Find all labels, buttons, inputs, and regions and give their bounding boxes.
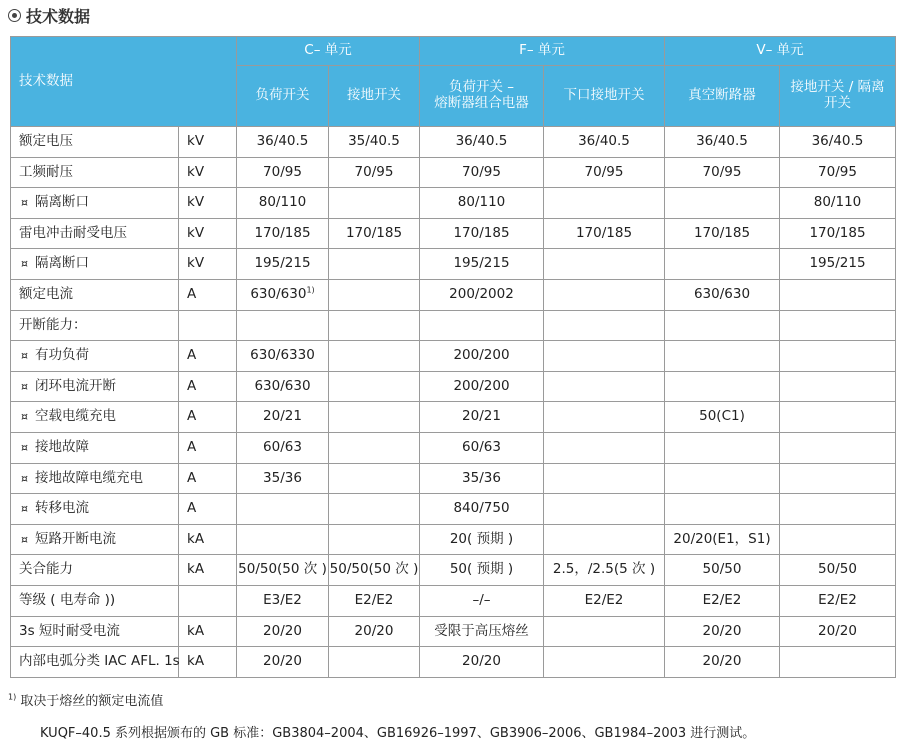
table-cell: [665, 127, 780, 158]
row-label-text: 隔离断口: [35, 194, 89, 211]
column-header-text: 负荷开关 –: [448, 79, 515, 96]
table-cell: [420, 616, 544, 647]
table-row: [11, 432, 896, 463]
column-header-text: 接地开关 / 隔离: [790, 79, 885, 96]
row-unit: [179, 310, 237, 341]
cell-value: 36/40.5: [811, 133, 864, 150]
circle-bullet-icon: [8, 9, 21, 22]
cell-value: 50/50: [702, 561, 742, 578]
table-cell: [544, 555, 665, 586]
cell-value: 20/20: [818, 622, 857, 639]
row-label-text: 开断能力：: [19, 316, 87, 333]
table-cell: [780, 494, 896, 525]
sub-item-bullet-icon: ¤: [21, 440, 28, 454]
table-cell: [780, 249, 896, 280]
table-cell: [420, 127, 544, 158]
cell-value: 50/50(50 次 ): [238, 561, 327, 578]
row-label: [11, 616, 179, 647]
table-cell: [237, 157, 329, 188]
cell-value: 195/215: [453, 255, 510, 272]
table-cell: [544, 647, 665, 678]
row-label: [11, 647, 179, 678]
table-cell: [237, 341, 329, 372]
table-cell: [544, 524, 665, 555]
table-cell: [665, 341, 780, 372]
cell-value: 20/20: [354, 622, 394, 639]
row-unit: A: [179, 494, 237, 525]
row-unit: A: [179, 463, 237, 494]
section-title-text: 技术数据: [26, 6, 91, 26]
table-cell: [420, 279, 544, 310]
cell-value: 200/200: [453, 347, 510, 364]
row-label: [11, 341, 179, 372]
table-cell: [780, 310, 896, 341]
table-cell: [420, 463, 544, 494]
table-cell: [420, 585, 544, 616]
table-cell: [329, 616, 420, 647]
row-unit: A: [179, 432, 237, 463]
cell-value: 50(C1): [699, 408, 745, 425]
table-cell: [237, 279, 329, 310]
row-label: [11, 402, 179, 433]
table-cell: [329, 585, 420, 616]
table-cell: [544, 127, 665, 158]
section-title: [8, 4, 90, 26]
row-label-text: 额定电压: [19, 133, 73, 150]
table-cell: [665, 310, 780, 341]
row-label-text: 隔离断口: [35, 255, 89, 272]
table-cell: [420, 432, 544, 463]
table-cell: [237, 432, 329, 463]
table-row: [11, 585, 896, 616]
col-lower-earthing-switch: [544, 66, 665, 127]
cell-value: 630/630: [250, 286, 307, 302]
table-row: [11, 310, 896, 341]
table-cell: [544, 157, 665, 188]
row-label: [11, 188, 179, 219]
row-unit: kV: [179, 127, 237, 158]
group-c-unit: C– 单元: [237, 37, 420, 66]
row-label: [11, 555, 179, 586]
table-row: [11, 188, 896, 219]
row-label-text: 转移电流: [35, 500, 89, 517]
cell-value: 170/185: [345, 224, 403, 241]
row-label: [11, 279, 179, 310]
cell-value: 170/185: [575, 224, 633, 241]
sub-item-bullet-icon: ¤: [21, 502, 28, 516]
row-label: [11, 249, 179, 280]
footnote-text: 取决于熔丝的额定电流值: [20, 694, 164, 709]
cell-value: 20/20: [263, 653, 302, 670]
row-unit: kA: [179, 555, 237, 586]
table-body: [11, 127, 896, 678]
column-header-text: 下口接地开关: [563, 87, 645, 104]
sub-item-bullet-icon: ¤: [21, 410, 28, 424]
table-cell: [237, 402, 329, 433]
table-cell: [329, 463, 420, 494]
row-label-text: 工频耐压: [19, 163, 73, 180]
table-cell: [665, 647, 780, 678]
table-cell: [780, 585, 896, 616]
table-cell: [780, 402, 896, 433]
group-f-unit: F– 单元: [420, 37, 665, 66]
table-cell: [544, 494, 665, 525]
row-unit: kV: [179, 188, 237, 219]
cell-value: 20/21: [263, 408, 302, 425]
table-cell: [329, 279, 420, 310]
cell-value: 170/185: [693, 224, 751, 241]
table-cell: [237, 463, 329, 494]
table-cell: [420, 188, 544, 219]
table-cell: [329, 157, 420, 188]
table-cell: [329, 341, 420, 372]
cell-value: 70/95: [818, 163, 857, 180]
table-cell: [237, 249, 329, 280]
table-cell: [665, 524, 780, 555]
cell-value: 20/20: [702, 653, 742, 670]
row-unit: A: [179, 341, 237, 372]
cell-value: 200/200: [453, 377, 510, 394]
sub-item-bullet-icon: ¤: [21, 257, 28, 271]
table-cell: [665, 432, 780, 463]
cell-value: 50/50: [818, 561, 857, 578]
table-cell: [329, 127, 420, 158]
row-label-text: 有功负荷: [35, 347, 89, 364]
footnote-ref-mark: 1): [306, 285, 315, 295]
table-cell: [420, 371, 544, 402]
col-vacuum-breaker: [665, 66, 780, 127]
row-unit: A: [179, 402, 237, 433]
table-cell: [780, 127, 896, 158]
row-label: [11, 524, 179, 555]
column-header-text: 真空断路器: [688, 87, 756, 104]
row-label-text: 关合能力: [19, 561, 73, 578]
row-label-text: 内部电弧分类 IAC AFL. 1s: [19, 653, 180, 670]
header-row-label: 技术数据: [11, 37, 237, 127]
table-cell: [420, 402, 544, 433]
table-cell: [237, 524, 329, 555]
row-label: [11, 310, 179, 341]
sub-item-bullet-icon: ¤: [21, 379, 28, 393]
table-cell: [329, 647, 420, 678]
table-cell: [329, 310, 420, 341]
row-unit: [179, 585, 237, 616]
row-label: [11, 371, 179, 402]
row-label: [11, 432, 179, 463]
row-label-text: 额定电流: [19, 286, 73, 302]
table-cell: [329, 524, 420, 555]
row-label-text: 接地故障电缆充电: [35, 469, 143, 486]
column-header-text: 接地开关: [347, 87, 401, 104]
cell-value: 80/110: [457, 194, 506, 211]
cell-value: 200/2002: [449, 286, 514, 302]
table-row: [11, 127, 896, 158]
table-cell: [544, 341, 665, 372]
table-cell: [780, 341, 896, 372]
cell-value: 195/215: [809, 255, 866, 272]
table-cell: [237, 188, 329, 219]
row-unit: kV: [179, 249, 237, 280]
table-cell: [544, 279, 665, 310]
cell-value: 35/36: [462, 469, 501, 486]
table-cell: [237, 127, 329, 158]
table-row: [11, 463, 896, 494]
cell-value: 60/63: [462, 438, 501, 455]
table-cell: [544, 432, 665, 463]
table-cell: [780, 218, 896, 249]
cell-value: 20/21: [462, 408, 501, 425]
cell-value: 70/95: [462, 163, 501, 180]
row-label: [11, 494, 179, 525]
col-earthing-isolating-switch: [780, 66, 896, 127]
table-cell: [420, 555, 544, 586]
row-label: [11, 463, 179, 494]
table-cell: [420, 157, 544, 188]
cell-value: 170/185: [254, 224, 311, 241]
table-cell: [420, 218, 544, 249]
test-standard-note: KUQF–40.5 系列根据颁布的 GB 标准：GB3804–2004、GB16926–1997、GB3906–2006、GB1984–2003 进行测试。: [40, 726, 756, 741]
sub-item-bullet-icon: ¤: [21, 196, 28, 210]
row-label-text: 雷电冲击耐受电压: [19, 224, 127, 241]
table-row: [11, 279, 896, 310]
table-cell: [329, 371, 420, 402]
table-row: [11, 647, 896, 678]
table-cell: [665, 585, 780, 616]
cell-value: 50( 预期 ): [449, 561, 514, 578]
table-cell: [665, 218, 780, 249]
cell-value: 70/95: [263, 163, 302, 180]
row-unit: A: [179, 279, 237, 310]
table-cell: [544, 616, 665, 647]
cell-value: 60/63: [263, 438, 302, 455]
table-cell: [544, 249, 665, 280]
row-label: [11, 218, 179, 249]
cell-value: 20( 预期 ): [449, 530, 514, 547]
table-cell: [665, 157, 780, 188]
cell-value: E2/E2: [354, 591, 394, 608]
row-label-text: 闭环电流开断: [35, 377, 116, 394]
cell-value: 36/40.5: [256, 133, 309, 150]
cell-value: 36/40.5: [578, 133, 630, 150]
cell-value: 195/215: [254, 255, 311, 272]
column-header-text: 负荷开关: [255, 87, 310, 104]
table-cell: [329, 402, 420, 433]
row-label-text: 3s 短时耐受电流: [19, 622, 120, 639]
table-cell: [237, 616, 329, 647]
row-label: [11, 157, 179, 188]
table-cell: [420, 341, 544, 372]
table-row: [11, 524, 896, 555]
cell-value: 36/40.5: [696, 133, 748, 150]
row-label: [11, 585, 179, 616]
row-unit: kV: [179, 157, 237, 188]
table-cell: [420, 249, 544, 280]
table-cell: [420, 310, 544, 341]
table-row: [11, 157, 896, 188]
table-row: [11, 218, 896, 249]
cell-value: 80/110: [813, 194, 862, 211]
table-cell: [780, 647, 896, 678]
col-fuse-combination: [420, 66, 544, 127]
cell-value: 20/20: [702, 622, 742, 639]
cell-value: 20/20: [462, 653, 501, 670]
table-row: [11, 341, 896, 372]
group-v-unit: V– 单元: [665, 37, 896, 66]
table-row: [11, 402, 896, 433]
table-cell: [665, 249, 780, 280]
cell-value: 36/40.5: [455, 133, 508, 150]
cell-value: 受限于高压熔丝: [434, 622, 529, 639]
table-cell: [420, 494, 544, 525]
table-cell: [237, 218, 329, 249]
table-cell: [329, 249, 420, 280]
table-row: [11, 555, 896, 586]
table-row: [11, 249, 896, 280]
table-cell: [237, 494, 329, 525]
col-load-switch: [237, 66, 329, 127]
row-unit: kA: [179, 647, 237, 678]
table-cell: [780, 524, 896, 555]
table-cell: [544, 463, 665, 494]
table-cell: [665, 279, 780, 310]
table-cell: [665, 463, 780, 494]
row-label-text: 空载电缆充电: [35, 408, 116, 425]
sub-item-bullet-icon: ¤: [21, 532, 28, 546]
table-cell: [237, 647, 329, 678]
cell-value: 35/40.5: [348, 133, 400, 150]
tech-data-table: [10, 36, 896, 678]
row-label-text: 等级 ( 电寿命 )): [19, 591, 116, 608]
row-unit: kV: [179, 218, 237, 249]
cell-value: E3/E2: [263, 591, 302, 608]
cell-value: 70/95: [702, 163, 742, 180]
table-cell: [665, 494, 780, 525]
table-row: [11, 371, 896, 402]
table-cell: [780, 432, 896, 463]
table-cell: [780, 371, 896, 402]
table-cell: [329, 218, 420, 249]
cell-value: E2/E2: [584, 591, 624, 608]
sub-item-bullet-icon: ¤: [21, 349, 28, 363]
cell-value: 170/185: [809, 224, 866, 241]
table-cell: [329, 188, 420, 219]
cell-value: 170/185: [453, 224, 510, 241]
column-header-text: 开关: [824, 95, 851, 111]
cell-value: 20/20: [263, 622, 302, 639]
table-row: [11, 494, 896, 525]
table-cell: [237, 371, 329, 402]
column-header-text: 熔断器组合电器: [434, 95, 529, 111]
cell-value: E2/E2: [818, 591, 857, 608]
sub-item-bullet-icon: ¤: [21, 471, 28, 485]
table-cell: [780, 555, 896, 586]
row-unit: kA: [179, 524, 237, 555]
table-cell: [544, 188, 665, 219]
cell-value: 630/630: [693, 286, 751, 302]
table-cell: [780, 616, 896, 647]
table-cell: [237, 585, 329, 616]
footnote: [8, 690, 163, 709]
table-cell: [544, 218, 665, 249]
row-unit: kA: [179, 616, 237, 647]
table-cell: [329, 555, 420, 586]
table-cell: [237, 310, 329, 341]
cell-value: 35/36: [263, 469, 302, 486]
table-cell: [544, 402, 665, 433]
table-cell: [329, 432, 420, 463]
row-label-text: 接地故障: [35, 438, 89, 455]
cell-value: 840/750: [453, 500, 510, 517]
cell-value: 70/95: [354, 163, 394, 180]
table-cell: [665, 616, 780, 647]
footnote-mark: 1): [8, 692, 17, 702]
cell-value: 70/95: [584, 163, 624, 180]
table-cell: [544, 371, 665, 402]
table-cell: [329, 494, 420, 525]
row-label: [11, 127, 179, 158]
table-cell: [544, 310, 665, 341]
cell-value: E2/E2: [702, 591, 742, 608]
table-cell: [665, 555, 780, 586]
col-earthing-switch: [329, 66, 420, 127]
table-cell: [544, 585, 665, 616]
table-cell: [780, 463, 896, 494]
table-cell: [780, 157, 896, 188]
table-cell: [420, 647, 544, 678]
cell-value: 20/20(E1，S1): [673, 530, 771, 547]
table-cell: [420, 524, 544, 555]
table-cell: [237, 555, 329, 586]
table-cell: [780, 188, 896, 219]
row-unit: A: [179, 371, 237, 402]
table-cell: [780, 279, 896, 310]
cell-value: 2.5，/2.5(5 次 ): [552, 561, 656, 578]
table-cell: [665, 402, 780, 433]
cell-value: 50/50(50 次 ): [329, 561, 419, 578]
cell-value: 630/630: [254, 377, 311, 394]
table-row: [11, 616, 896, 647]
cell-value: 630/6330: [250, 347, 315, 364]
table-cell: [665, 371, 780, 402]
cell-value: –/–: [472, 591, 491, 608]
row-label-text: 短路开断电流: [35, 530, 116, 547]
cell-value: 80/110: [258, 194, 307, 211]
table-cell: [665, 188, 780, 219]
